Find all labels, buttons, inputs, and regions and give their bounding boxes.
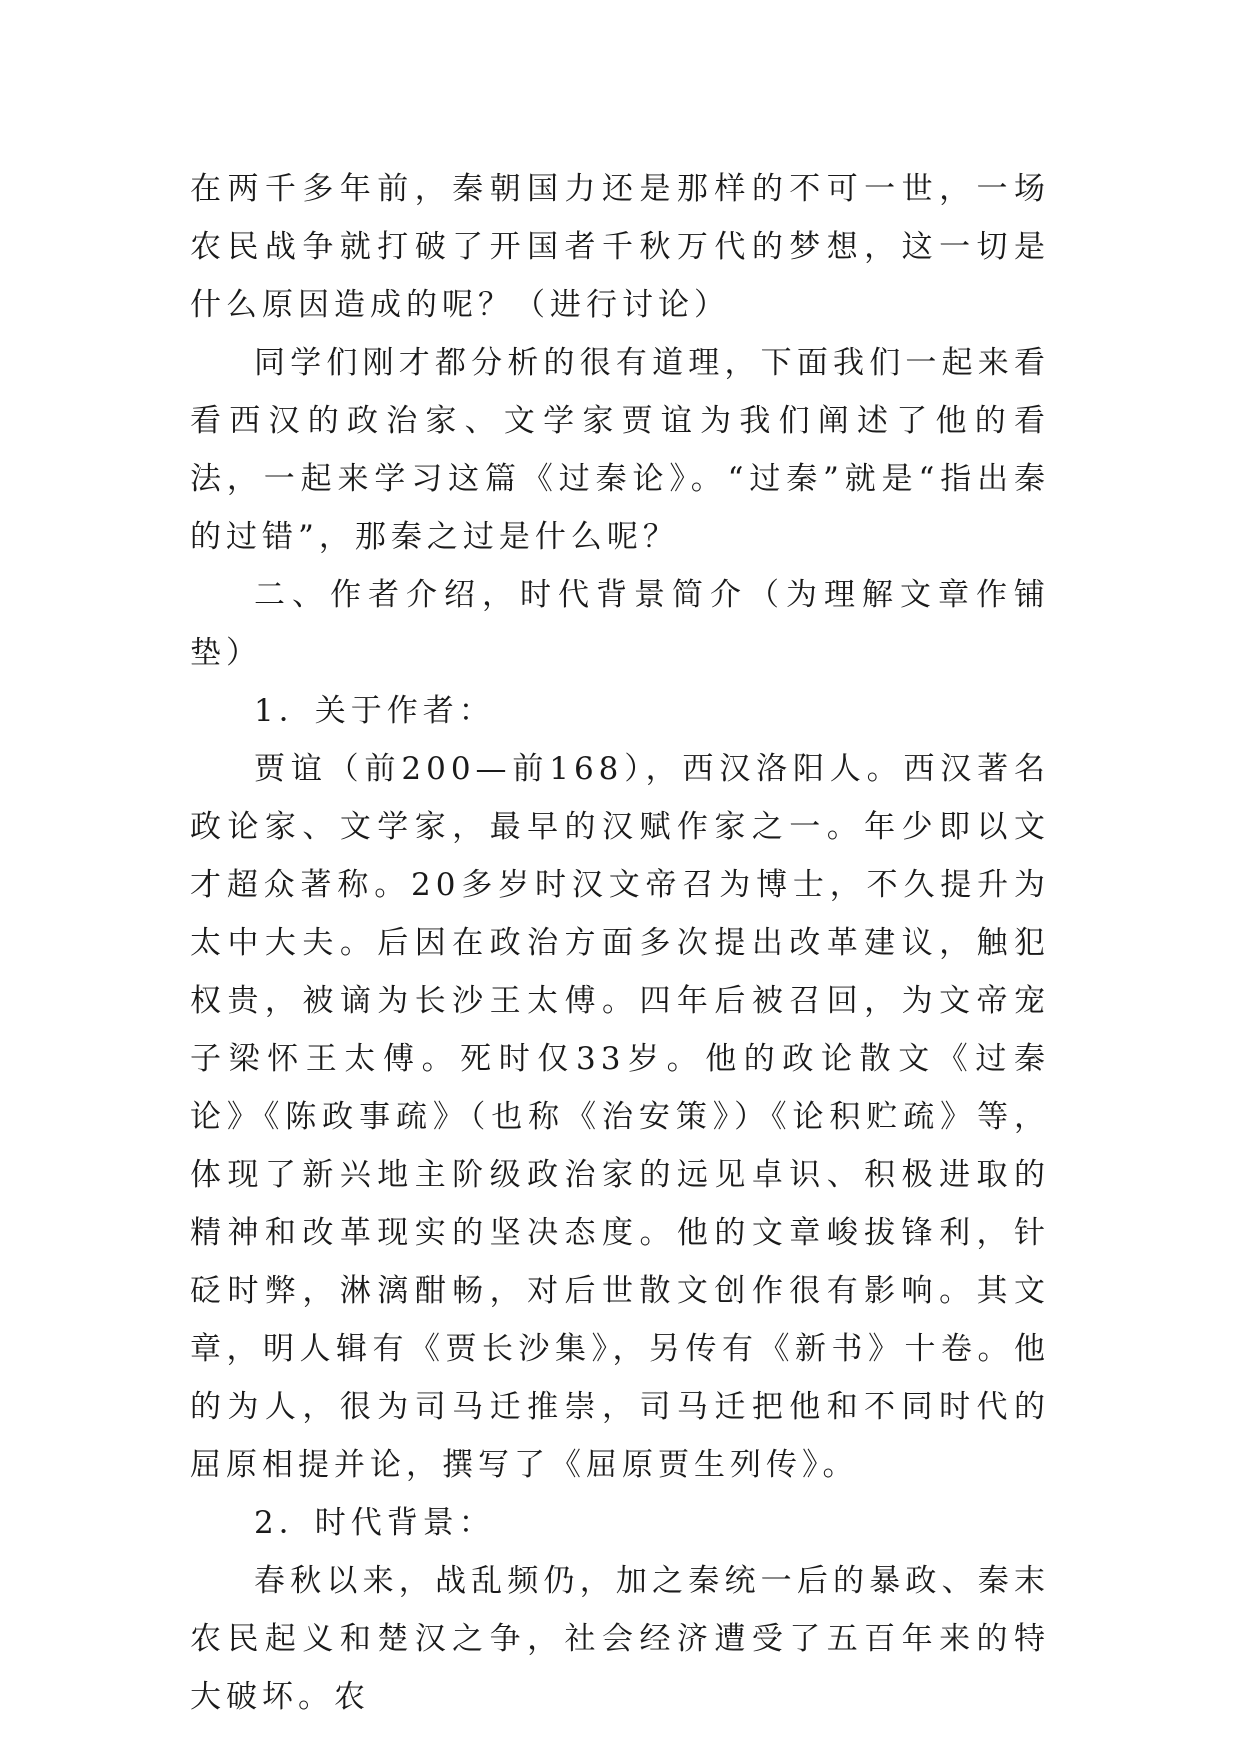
subheading-about-author: 1．关于作者： [254,693,495,729]
section-heading-author-background: 二、作者介绍，时代背景简介（为理解文章作铺垫） [190,577,1050,671]
paragraph-author-biography: 贾谊（前200—前168），西汉洛阳人。西汉著名政论家、文学家，最早的汉赋作家之一。年少即以文才超众著称。20多岁时汉文帝召为博士，不久提升为太中大夫。后因在政治方面多次提出改革建议，触犯权贵，被谪为长沙王太傅。四年后被召回，为文帝宠子梁怀王太傅。死时仅33岁。他的政论散文《过秦论》《陈政事疏》（也称《治安策》）《论积贮疏》等，体现了新兴地主阶级政治家的远见卓识、积极进取的精神和改革现实的坚决态度。他的文章峻拔锋利，针砭时弊，淋漓酣畅，对后世散文创作很有影响。其文章，明人辑有《贾长沙集》，另传有《新书》十卷。他的为人，很为司马迁推崇，司马迁把他和不同时代的屈原相提并论，撰写了《屈原贾生列传》。 [190,751,1050,1483]
paragraph-guoqin-explanation: 同学们刚才都分析的很有道理，下面我们一起来看看西汉的政治家、文学家贾谊为我们阐述了他的看法，一起来学习这篇《过秦论》。“过秦”就是“指出秦的过错”，那秦之过是什么呢？ [190,345,1050,555]
document-body [190,160,1050,1726]
subheading-historical-background: 2．时代背景： [254,1505,495,1541]
paragraph-historical-background: 春秋以来，战乱频仍，加之秦统一后的暴政、秦末农民起义和楚汉之争，社会经济遭受了五百年来的特大破坏。农 [190,1563,1050,1715]
paragraph-intro-question: 在两千多年前，秦朝国力还是那样的不可一世，一场农民战争就打破了开国者千秋万代的梦想，这一切是什么原因造成的呢？（进行讨论） [190,171,1050,323]
